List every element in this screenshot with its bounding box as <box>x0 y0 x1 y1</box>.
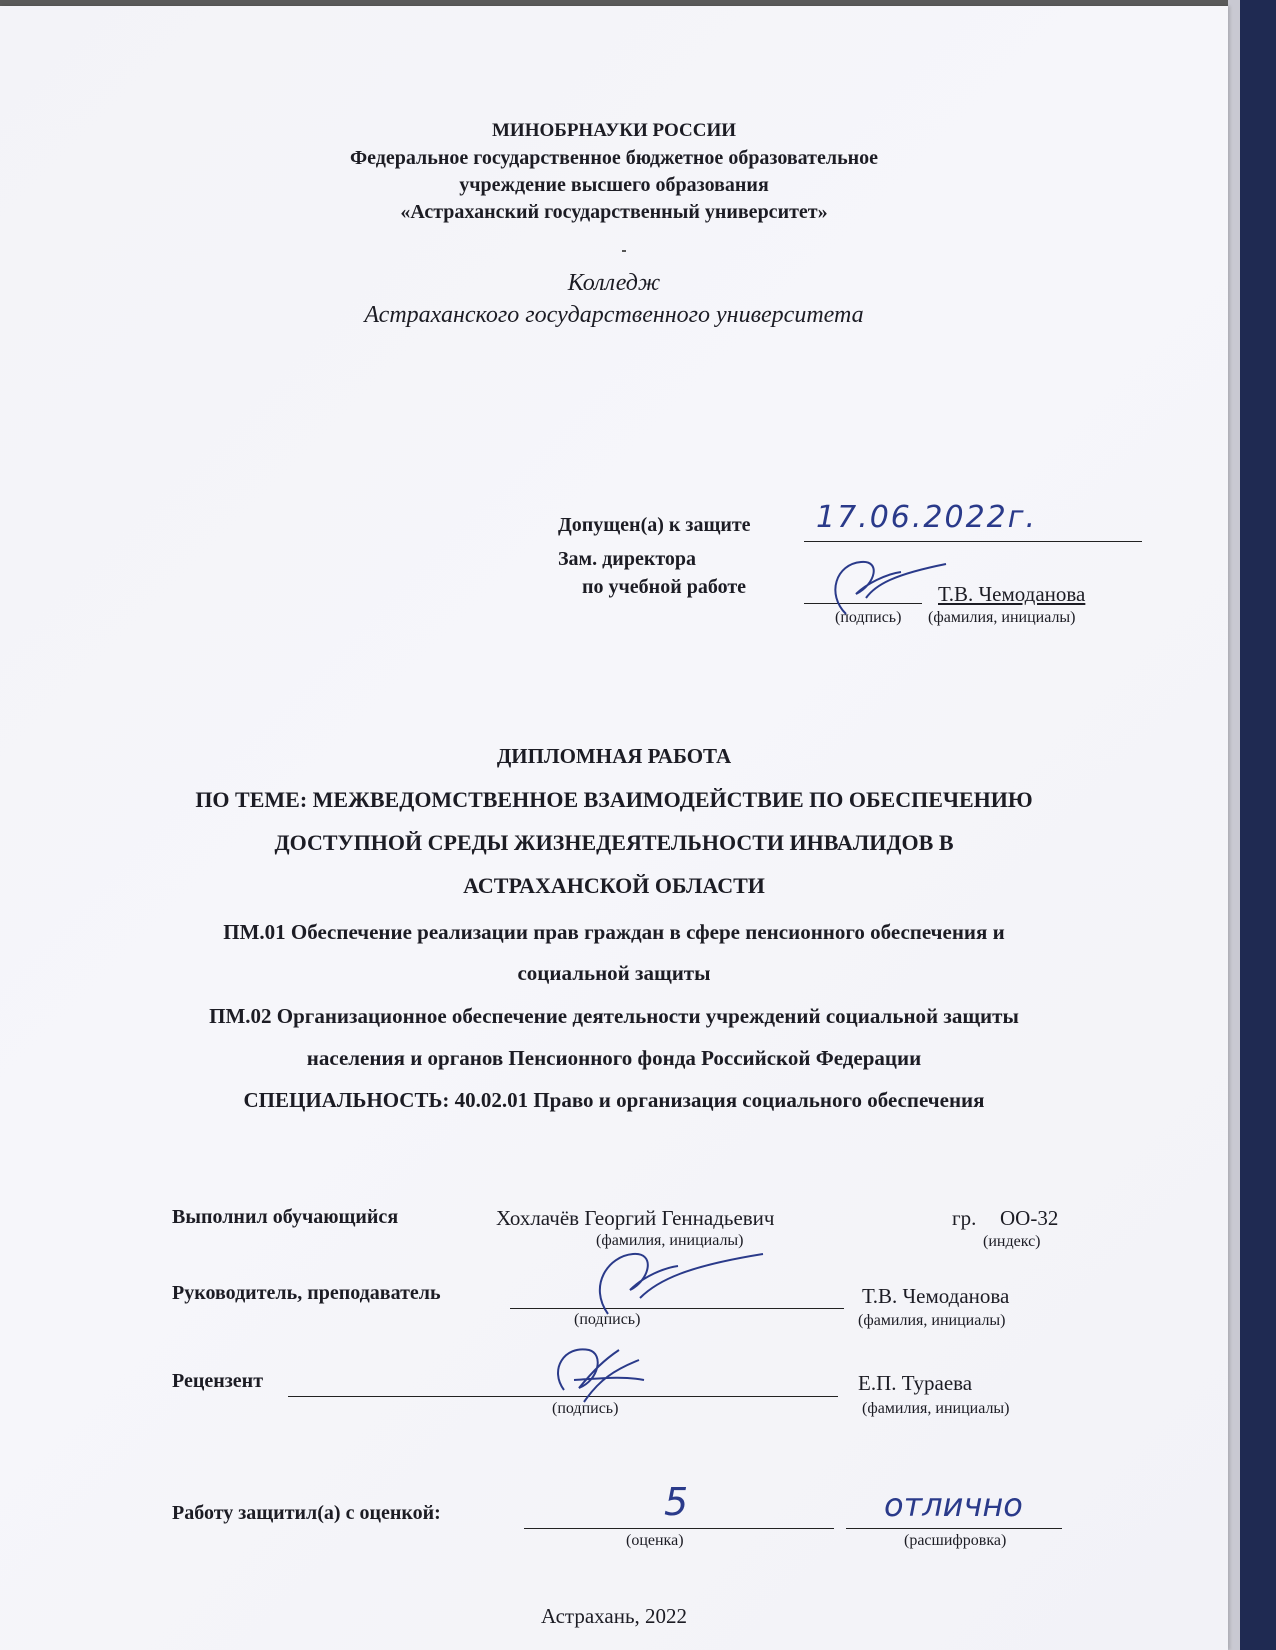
scan-speck <box>622 250 626 252</box>
group-prefix: гр. <box>952 1206 977 1230</box>
ministry-name: МИНОБРНАУКИ РОССИИ <box>491 120 737 141</box>
supervisor-signature <box>578 1246 768 1316</box>
grade-caption: (оценка) <box>626 1532 684 1549</box>
reviewer-signature-caption: (подпись) <box>552 1400 619 1417</box>
scan-right-edge <box>1240 0 1276 1650</box>
admission-label: Допущен(а) к защите <box>558 514 751 536</box>
grade-line <box>524 1528 834 1529</box>
student-label: Выполнил обучающийся <box>172 1206 399 1228</box>
college-line-2: Астраханского государственного университета <box>364 302 864 328</box>
reviewer-name-caption: (фамилия, инициалы) <box>862 1400 1010 1417</box>
module-pm01-line-1: ПМ.01 Обеспечение реализации прав граждан в сфере пенсионного обеспечения и <box>223 920 1005 944</box>
group-caption: (индекс) <box>983 1233 1041 1250</box>
module-pm02-line-2: населения и органов Пенсионного фонда Российской Федерации <box>306 1046 922 1070</box>
title-page <box>0 6 1228 1650</box>
reviewer-label: Рецензент <box>172 1370 264 1392</box>
grade-text-line <box>846 1528 1062 1529</box>
deputy-line-1: Зам. директора <box>558 548 697 570</box>
module-pm01-line-2: социальной защиты <box>517 961 711 985</box>
deputy-line-2: по учебной работе <box>582 576 747 598</box>
university-name: «Астраханский государственный университет» <box>400 201 828 223</box>
admission-date-handwritten: 17.06.2022г. <box>816 500 1038 535</box>
supervisor-signature-caption: (подпись) <box>574 1311 641 1328</box>
deputy-name: Т.В. Чемоданова <box>938 582 1086 606</box>
student-name-caption: (фамилия, инициалы) <box>596 1232 744 1249</box>
city-year: Астрахань, 2022 <box>540 1604 688 1628</box>
topic-line-2: ДОСТУПНОЙ СРЕДЫ ЖИЗНЕДЕЯТЕЛЬНОСТИ ИНВАЛИДОВ В <box>274 830 954 855</box>
reviewer-name: Е.П. Тураева <box>858 1371 973 1395</box>
topic-line-3: АСТРАХАНСКОЙ ОБЛАСТИ <box>463 873 765 898</box>
institution-line-2: учреждение высшего образования <box>459 174 769 196</box>
work-type: ДИПЛОМНАЯ РАБОТА <box>496 744 732 768</box>
grade-text-caption: (расшифровка) <box>904 1532 1007 1549</box>
supervisor-name: Т.В. Чемоданова <box>862 1284 1010 1308</box>
deputy-name-caption: (фамилия, инициалы) <box>928 609 1076 626</box>
specialty: СПЕЦИАЛЬНОСТЬ: 40.02.01 Право и организация социального обеспечения <box>243 1088 985 1112</box>
student-name: Хохлачёв Георгий Геннадьевич <box>496 1206 775 1230</box>
institution-line-1: Федеральное государственное бюджетное образовательное <box>349 147 879 169</box>
grade-label: Работу защитил(а) с оценкой: <box>172 1502 441 1524</box>
grade-handwritten: 5 <box>664 1480 689 1524</box>
grade-text-handwritten: отлично <box>884 1486 1023 1524</box>
deputy-signature-caption: (подпись) <box>835 609 902 626</box>
supervisor-name-caption: (фамилия, инициалы) <box>858 1312 1006 1329</box>
group-index: ОО-32 <box>1000 1206 1059 1230</box>
admission-date-line <box>804 541 1142 542</box>
module-pm02-line-1: ПМ.02 Организационное обеспечение деятельности учреждений социальной защиты <box>209 1004 1019 1028</box>
topic-line-1: ПО ТЕМЕ: МЕЖВЕДОМСТВЕННОЕ ВЗАИМОДЕЙСТВИЕ ПО ОБЕСПЕЧЕНИЮ <box>195 787 1033 812</box>
college-line-1: Колледж <box>567 270 661 296</box>
supervisor-label: Руководитель, преподаватель <box>172 1282 441 1304</box>
